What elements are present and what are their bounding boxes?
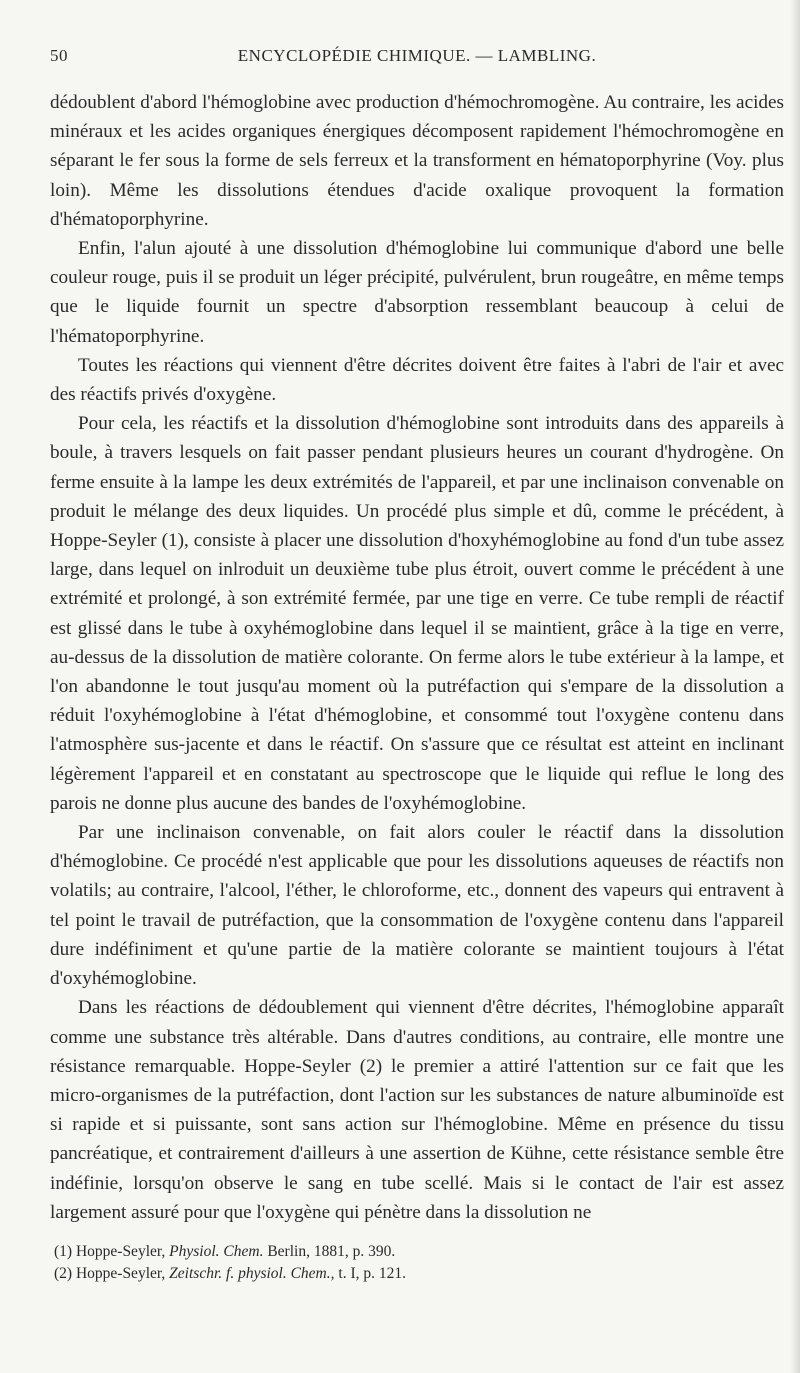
paragraph: Dans les réactions de dédoublement qui viennent d'être décrites, l'hémoglobine apparaît comme une substance très altérable. Dans d'autres conditions, au contraire, elle montre une résistance remarquable. Hoppe-Seyler (2) le premier a attiré l'attention sur ce fait que les micro-organismes de la putréfaction, dont l'action sur les substances de nature albuminoïde est si rapide et si puissante, sont sans action sur l'hémoglobine. Même en présence du tissu pancréatique, et contrairement d'ailleurs à une assertion de Kühne, cette résistance semble être indéfinie, lorsqu'on observe le sang en tube scellé. Mais si le contact de l'air est assez largement assuré pour que l'oxygène qui pénètre dans la dissolution ne	[50, 997, 784, 1223]
footnote-work: Zeitschr. f. physiol. Chem.,	[169, 1264, 335, 1282]
body-text	[50, 88, 784, 1227]
footnotes	[50, 1241, 784, 1285]
paragraph: Par une inclinaison convenable, on fait alors couler le réactif dans la dissolution d'hémoglobine. Ce procédé n'est applicable que pour les dissolutions aqueuses de réactifs non volatils; au contraire, l'alcool, l'éther, le chloroforme, etc., donnent des vapeurs qui entravent à tel point le travail de putréfaction, que la consommation de l'oxygène contenu dans l'appareil dure indéfiniment et qu'une partie de la matière colorante se maintient toujours à l'état d'oxyhémoglobine.	[50, 822, 784, 990]
paragraph: Toutes les réactions qui viennent d'être décrites doivent être faites à l'abri de l'air et avec des réactifs privés d'oxygène.	[50, 354, 784, 406]
page-header	[50, 46, 784, 74]
book-page	[50, 46, 784, 1285]
running-title: ENCYCLOPÉDIE CHIMIQUE. — LAMBLING.	[237, 46, 597, 65]
footnote-marker: (2)	[54, 1264, 73, 1282]
footnote-reference: t. I, p. 121.	[338, 1264, 406, 1282]
footnote-author: Hoppe-Seyler,	[75, 1264, 166, 1282]
footnote-work: Physiol. Chem.	[169, 1242, 264, 1260]
footnote	[54, 1263, 784, 1285]
paragraph: Pour cela, les réactifs et la dissolution d'hémoglobine sont introduits dans des appareils à boule, à travers lesquels on fait passer pendant plusieurs heures un courant d'hydrogène. On ferme ensuite à la lampe les deux extrémités de l'appareil, et par une inclinaison convenable on produit le mélange des deux liquides. Un procédé plus simple et dû, comme le précédent, à Hoppe-Seyler (1), consiste à placer une dissolution d'hoxyhémoglobine au fond d'un tube assez large, dans lequel on inlroduit un deuxième tube plus étroit, ouvert comme le précédent à une extrémité et prolongé, à son extrémité fermée, par une tige en verre. Ce tube rempli de réactif est glissé dans le tube à oxyhémoglobine dans lequel il se maintient, grâce à la tige en verre, au-dessus de la dissolution de matière colorante. On ferme alors le tube extérieur à la lampe, et l'on abandonne le tout jusqu'au moment où la putréfaction qui s'empare de la dissolution a réduit l'oxyhémoglobine à l'état d'hémoglobine, et consommé tout l'oxygène contenu dans l'atmosphère sus-jacente et dans le réactif. On s'assure que ce résultat est atteint en inclinant légèrement l'appareil et en constatant au spectroscope que le liquide qui reflue le long des parois ne donne plus aucune des bandes de l'oxyhémoglobine.	[50, 413, 784, 814]
footnote-reference: Berlin, 1881, p. 390.	[267, 1242, 396, 1260]
footnote-author: Hoppe-Seyler,	[75, 1242, 166, 1260]
paragraph: Enfin, l'alun ajouté à une dissolution d'hémoglobine lui communique d'abord une belle couleur rouge, puis il se produit un léger précipité, pulvérulent, brun rougeâtre, en même temps que le liquide fournit un spectre d'absorption ressemblant beaucoup à celui de l'hématoporphyrine.	[50, 238, 784, 347]
footnote	[54, 1241, 784, 1263]
paragraph: dédoublent d'abord l'hémoglobine avec production d'hémochromogène. Au contraire, les acides minéraux et les acides organiques énergiques décomposent rapidement l'hémochromogène en séparant le fer sous la forme de sels ferreux et la transforment en hématoporphyrine (Voy. plus loin). Même les dissolutions étendues d'acide oxalique provoquent la formation d'hématoporphyrine.	[50, 92, 784, 230]
footnote-marker: (1)	[54, 1242, 73, 1260]
page-number: 50	[50, 46, 68, 65]
page-edge-shadow	[790, 0, 800, 1373]
